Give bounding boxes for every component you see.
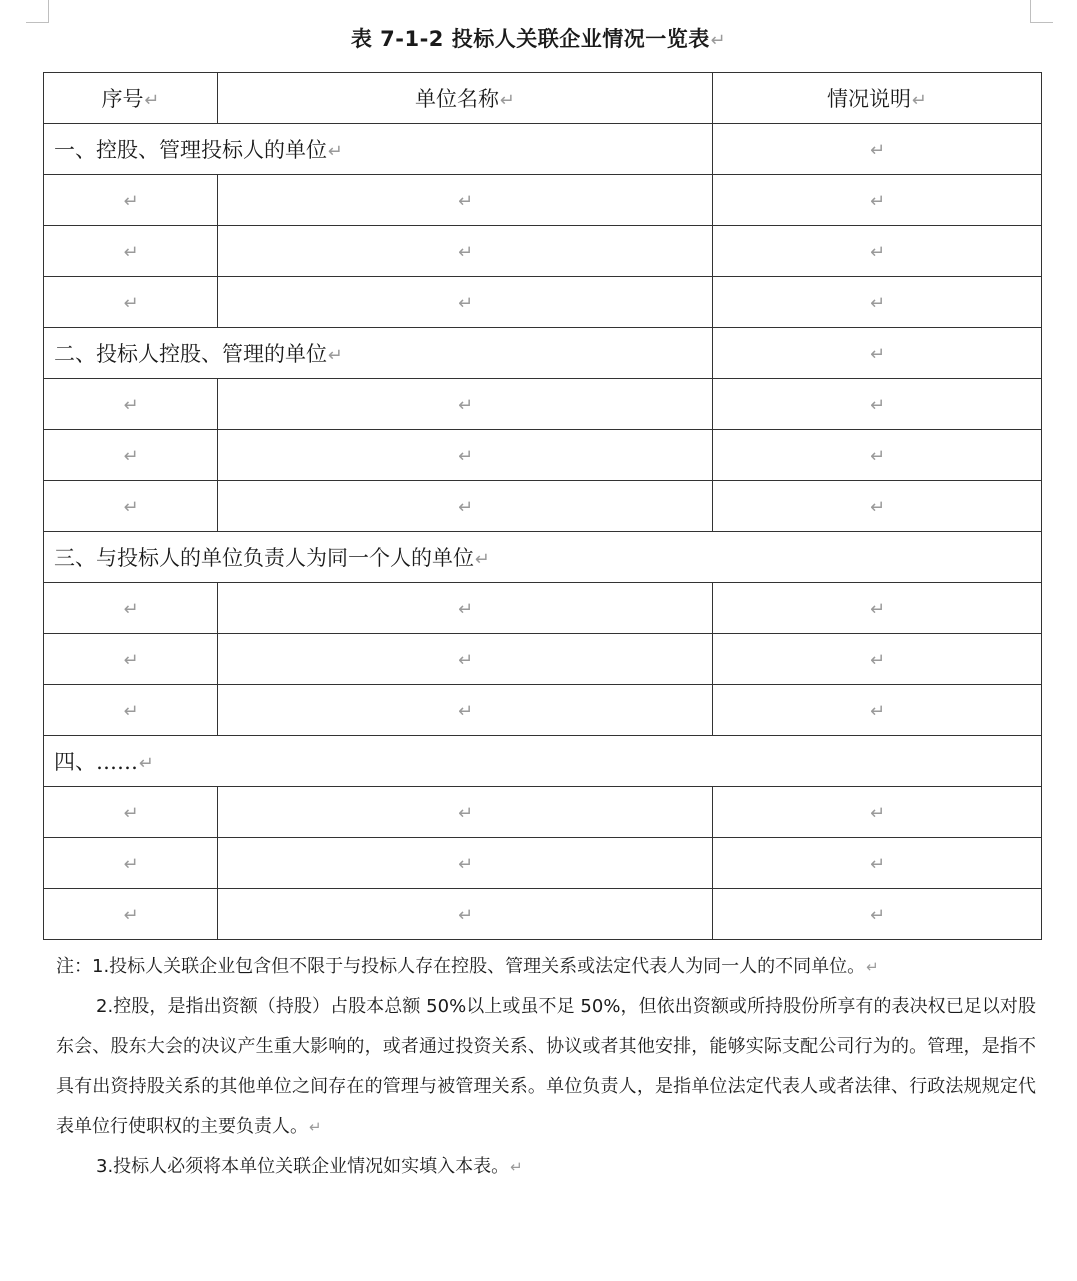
description-cell[interactable]	[713, 430, 1042, 481]
paragraph-mark-icon: ↵	[139, 753, 154, 774]
unit-name-cell[interactable]	[218, 226, 713, 277]
description-cell[interactable]	[713, 583, 1042, 634]
unit-name-cell[interactable]	[218, 379, 713, 430]
paragraph-mark-icon: ↵	[328, 141, 343, 162]
section-description-cell[interactable]	[713, 124, 1042, 175]
index-cell[interactable]	[44, 175, 218, 226]
index-cell[interactable]	[44, 685, 218, 736]
paragraph-mark-icon: ↵	[457, 701, 474, 722]
index-cell[interactable]	[44, 838, 218, 889]
margin-corner-left	[26, 0, 49, 23]
description-cell[interactable]	[713, 277, 1042, 328]
paragraph-mark-icon: ↵	[457, 242, 474, 263]
description-cell[interactable]	[713, 889, 1042, 940]
paragraph-mark-icon: ↵	[869, 650, 886, 671]
paragraph-mark-icon: ↵	[869, 293, 886, 314]
unit-name-cell[interactable]	[218, 634, 713, 685]
paragraph-mark-icon: ↵	[869, 140, 886, 161]
unit-name-cell[interactable]	[218, 685, 713, 736]
unit-name-cell[interactable]	[218, 583, 713, 634]
description-cell[interactable]	[713, 226, 1042, 277]
index-cell[interactable]	[44, 481, 218, 532]
index-cell[interactable]	[44, 583, 218, 634]
header-label: 序号	[101, 87, 144, 111]
paragraph-mark-icon: ↵	[457, 854, 474, 875]
paragraph-mark-icon: ↵	[500, 90, 515, 111]
header-cell-index	[44, 73, 218, 124]
description-cell[interactable]	[713, 481, 1042, 532]
unit-name-cell[interactable]	[218, 175, 713, 226]
index-cell[interactable]	[44, 277, 218, 328]
note-2-text: 2.控股，是指出资额（持股）占股本总额 50%以上或虽不足 50%，但依出资额或所持股份所享有的表决权已足以对股东会、股东大会的决议产生重大影响的，或者通过投资关系、协议或者其他安排，能够实际支配公司行为的。管理，是指不具有出资持股关系的其他单位之间存在的管理与被管理关系。单位负责人，是指单位法定代表人或者法律、行政法规规定代表单位行使职权的主要负责人。	[56, 996, 1036, 1137]
table-row	[44, 481, 1042, 532]
paragraph-mark-icon: ↵	[912, 90, 927, 111]
index-cell[interactable]	[44, 430, 218, 481]
paragraph-mark-icon: ↵	[869, 242, 886, 263]
paragraph-mark-icon: ↵	[866, 958, 879, 976]
section-label-cell	[44, 532, 1042, 583]
table-row	[44, 889, 1042, 940]
note-1	[56, 947, 1036, 987]
unit-name-cell[interactable]	[218, 838, 713, 889]
table-row	[44, 277, 1042, 328]
table-row	[44, 787, 1042, 838]
paragraph-mark-icon: ↵	[123, 191, 139, 212]
paragraph-mark-icon: ↵	[869, 344, 886, 365]
header-cell-description	[713, 73, 1042, 124]
header-label: 单位名称	[415, 87, 500, 111]
paragraph-mark-icon: ↵	[869, 599, 886, 620]
paragraph-mark-icon: ↵	[123, 803, 139, 824]
section-description-cell[interactable]	[713, 328, 1042, 379]
paragraph-mark-icon: ↵	[123, 701, 139, 722]
table-row	[44, 430, 1042, 481]
index-cell[interactable]	[44, 787, 218, 838]
header-row	[44, 73, 1042, 124]
paragraph-mark-icon: ↵	[457, 905, 474, 926]
header-label: 情况说明	[827, 87, 912, 111]
section-row	[44, 328, 1042, 379]
paragraph-mark-icon: ↵	[457, 497, 474, 518]
header-cell-unit-name	[218, 73, 713, 124]
paragraph-mark-icon: ↵	[123, 599, 139, 620]
paragraph-mark-icon: ↵	[510, 1158, 523, 1176]
section-label-cell	[44, 124, 713, 175]
description-cell[interactable]	[713, 379, 1042, 430]
section-label: 三、与投标人的单位负责人为同一个人的单位	[54, 546, 474, 570]
note-1-text: 注：1.投标人关联企业包含但不限于与投标人存在控股、管理关系或法定代表人为同一人的不同单位。	[56, 956, 866, 977]
table-row	[44, 583, 1042, 634]
section-row	[44, 124, 1042, 175]
paragraph-mark-icon: ↵	[457, 803, 474, 824]
paragraph-mark-icon: ↵	[457, 191, 474, 212]
section-label: 一、控股、管理投标人的单位	[54, 138, 327, 162]
note-3	[56, 1147, 1036, 1187]
note-2	[56, 987, 1036, 1147]
table-title-text: 表 7-1-2 投标人关联企业情况一览表	[350, 27, 710, 51]
paragraph-mark-icon: ↵	[123, 293, 139, 314]
paragraph-mark-icon: ↵	[869, 191, 886, 212]
paragraph-mark-icon: ↵	[457, 293, 474, 314]
paragraph-mark-icon: ↵	[123, 905, 139, 926]
description-cell[interactable]	[713, 787, 1042, 838]
paragraph-mark-icon: ↵	[869, 803, 886, 824]
index-cell[interactable]	[44, 634, 218, 685]
paragraph-mark-icon: ↵	[869, 497, 886, 518]
paragraph-mark-icon: ↵	[328, 345, 343, 366]
paragraph-mark-icon: ↵	[123, 242, 139, 263]
table-notes	[56, 947, 1036, 1187]
index-cell[interactable]	[44, 379, 218, 430]
table-row	[44, 838, 1042, 889]
table-row	[44, 175, 1042, 226]
description-cell[interactable]	[713, 838, 1042, 889]
paragraph-mark-icon: ↵	[457, 599, 474, 620]
paragraph-mark-icon: ↵	[457, 446, 474, 467]
section-label: 四、……	[54, 750, 138, 774]
paragraph-mark-icon: ↵	[869, 854, 886, 875]
section-row	[44, 532, 1042, 583]
paragraph-mark-icon: ↵	[309, 1118, 322, 1136]
section-label: 二、投标人控股、管理的单位	[54, 342, 327, 366]
paragraph-mark-icon: ↵	[144, 90, 160, 111]
description-cell[interactable]	[713, 175, 1042, 226]
affiliated-enterprises-table	[43, 72, 1042, 940]
table-row	[44, 685, 1042, 736]
unit-name-cell[interactable]	[218, 889, 713, 940]
paragraph-mark-icon: ↵	[457, 395, 474, 416]
description-cell[interactable]	[713, 685, 1042, 736]
section-row	[44, 736, 1042, 787]
unit-name-cell[interactable]	[218, 787, 713, 838]
paragraph-mark-icon: ↵	[710, 30, 727, 51]
table-row	[44, 634, 1042, 685]
paragraph-mark-icon: ↵	[123, 650, 139, 671]
description-cell[interactable]	[713, 634, 1042, 685]
paragraph-mark-icon: ↵	[869, 395, 886, 416]
paragraph-mark-icon: ↵	[123, 446, 139, 467]
paragraph-mark-icon: ↵	[475, 549, 490, 570]
unit-name-cell[interactable]	[218, 277, 713, 328]
paragraph-mark-icon: ↵	[123, 854, 139, 875]
paragraph-mark-icon: ↵	[869, 446, 886, 467]
note-3-text: 3.投标人必须将本单位关联企业情况如实填入本表。	[96, 1156, 510, 1177]
table-row	[44, 226, 1042, 277]
paragraph-mark-icon: ↵	[457, 650, 474, 671]
paragraph-mark-icon: ↵	[123, 395, 139, 416]
margin-corner-right	[1030, 0, 1053, 23]
table-row	[44, 379, 1042, 430]
index-cell[interactable]	[44, 889, 218, 940]
paragraph-mark-icon: ↵	[869, 905, 886, 926]
paragraph-mark-icon: ↵	[869, 701, 886, 722]
index-cell[interactable]	[44, 226, 218, 277]
section-label-cell	[44, 736, 1042, 787]
unit-name-cell[interactable]	[218, 430, 713, 481]
unit-name-cell[interactable]	[218, 481, 713, 532]
paragraph-mark-icon: ↵	[123, 497, 139, 518]
section-label-cell	[44, 328, 713, 379]
table-title	[0, 22, 1077, 58]
